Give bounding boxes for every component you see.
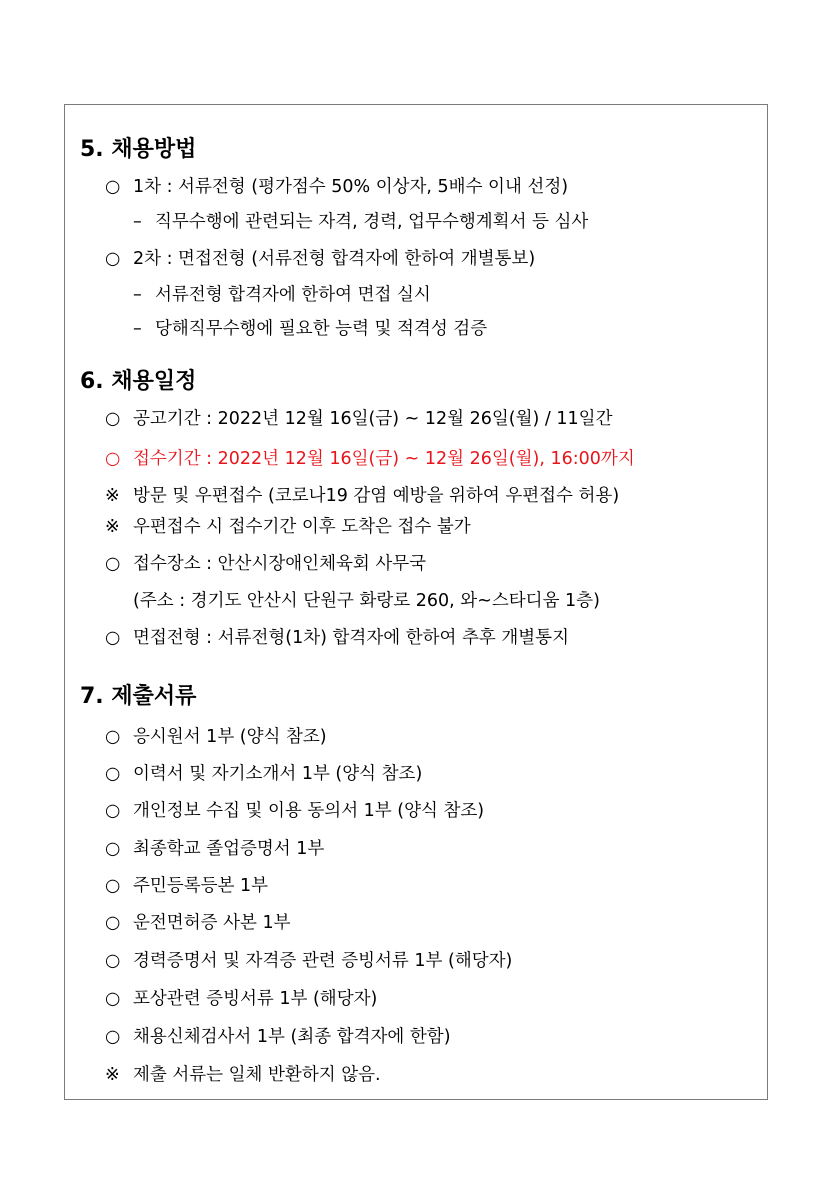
reference-mark: ※	[105, 1065, 120, 1085]
item-text: 1차 : 서류전형 (평가점수 50% 이상자, 5배수 이내 선정)	[133, 177, 569, 197]
section-7-note	[105, 1062, 381, 1088]
section-6-item-4	[105, 625, 569, 651]
circle-bullet: ○	[105, 409, 121, 429]
section-7-item-5	[105, 873, 268, 899]
reference-mark: ※	[105, 517, 120, 537]
section-6-item-1	[105, 406, 612, 432]
section-7-item-4	[105, 836, 324, 862]
item-text: 이력서 및 자기소개서 1부 (양식 참조)	[133, 764, 423, 784]
item-text: 개인정보 수집 및 이용 동의서 1부 (양식 참조)	[133, 801, 485, 821]
item-text: 접수장소 : 안산시장애인체육회 사무국	[133, 554, 427, 574]
circle-bullet: ○	[105, 801, 121, 821]
circle-bullet: ○	[105, 727, 121, 747]
item-text: 제출 서류는 일체 반환하지 않음.	[133, 1065, 381, 1085]
section-7-item-2	[105, 761, 422, 787]
section-6-item-3	[105, 551, 426, 577]
section-7-item-8	[105, 986, 377, 1012]
item-text: 포상관련 증빙서류 1부 (해당자)	[133, 989, 378, 1009]
section-6-note-1	[105, 483, 619, 509]
circle-bullet: ○	[105, 764, 121, 784]
section-7-item-9	[105, 1024, 451, 1050]
circle-bullet: ○	[105, 449, 121, 469]
item-text: 면접전형 : 서류전형(1차) 합격자에 한하여 추후 개별통지	[133, 628, 569, 648]
item-text: 우편접수 시 접수기간 이후 도착은 접수 불가	[133, 517, 471, 537]
item-text: 운전면허증 사본 1부	[133, 913, 291, 933]
section-5-subitem-2	[133, 282, 431, 308]
circle-bullet: ○	[105, 951, 121, 971]
circle-bullet: ○	[105, 989, 121, 1009]
section-7-heading: 7. 제출서류	[80, 684, 197, 709]
circle-bullet: ○	[105, 913, 121, 933]
circle-bullet: ○	[105, 628, 121, 648]
section-6-item-2-highlighted	[105, 446, 635, 472]
item-text: 2차 : 면접전형 (서류전형 합격자에 한하여 개별통보)	[133, 249, 536, 269]
circle-bullet: ○	[105, 876, 121, 896]
section-6-heading: 6. 채용일정	[80, 369, 197, 394]
section-5-item-2	[105, 246, 535, 272]
circle-bullet: ○	[105, 1027, 121, 1047]
section-7-item-7	[105, 948, 512, 974]
item-text: 서류전형 합격자에 한하여 면접 실시	[155, 285, 431, 305]
section-5-subitem-1	[133, 209, 588, 235]
dash-bullet: –	[133, 319, 142, 339]
section-7-item-1	[105, 724, 327, 750]
section-6-address: (주소 : 경기도 안산시 단원구 화랑로 260, 와~스타디움 1층)	[133, 591, 600, 611]
item-text: 응시원서 1부 (양식 참조)	[133, 727, 327, 747]
dash-bullet: –	[133, 285, 142, 305]
item-text: 채용신체검사서 1부 (최종 합격자에 한함)	[133, 1027, 451, 1047]
item-text: 최종학교 졸업증명서 1부	[133, 839, 325, 859]
dash-bullet: –	[133, 212, 142, 232]
section-6-note-2	[105, 514, 471, 540]
section-5-item-1	[105, 174, 568, 200]
item-text: 접수기간 : 2022년 12월 16일(금) ~ 12월 26일(월), 16:00까지	[133, 449, 635, 469]
circle-bullet: ○	[105, 839, 121, 859]
item-text: 공고기간 : 2022년 12월 16일(금) ~ 12월 26일(월) / 11일간	[133, 409, 613, 429]
circle-bullet: ○	[105, 177, 121, 197]
section-5-subitem-3	[133, 316, 487, 342]
item-text: 당해직무수행에 필요한 능력 및 적격성 검증	[155, 319, 488, 339]
item-text: 경력증명서 및 자격증 관련 증빙서류 1부 (해당자)	[133, 951, 513, 971]
section-7-item-3	[105, 798, 484, 824]
reference-mark: ※	[105, 486, 120, 506]
item-text: 주민등록등본 1부	[133, 876, 269, 896]
circle-bullet: ○	[105, 554, 121, 574]
section-5-heading: 5. 채용방법	[80, 137, 197, 162]
section-7-item-6	[105, 910, 291, 936]
item-text: 직무수행에 관련되는 자격, 경력, 업무수행계획서 등 심사	[155, 212, 589, 232]
item-text: 방문 및 우편접수 (코로나19 감염 예방을 위하여 우편접수 허용)	[133, 486, 620, 506]
circle-bullet: ○	[105, 249, 121, 269]
